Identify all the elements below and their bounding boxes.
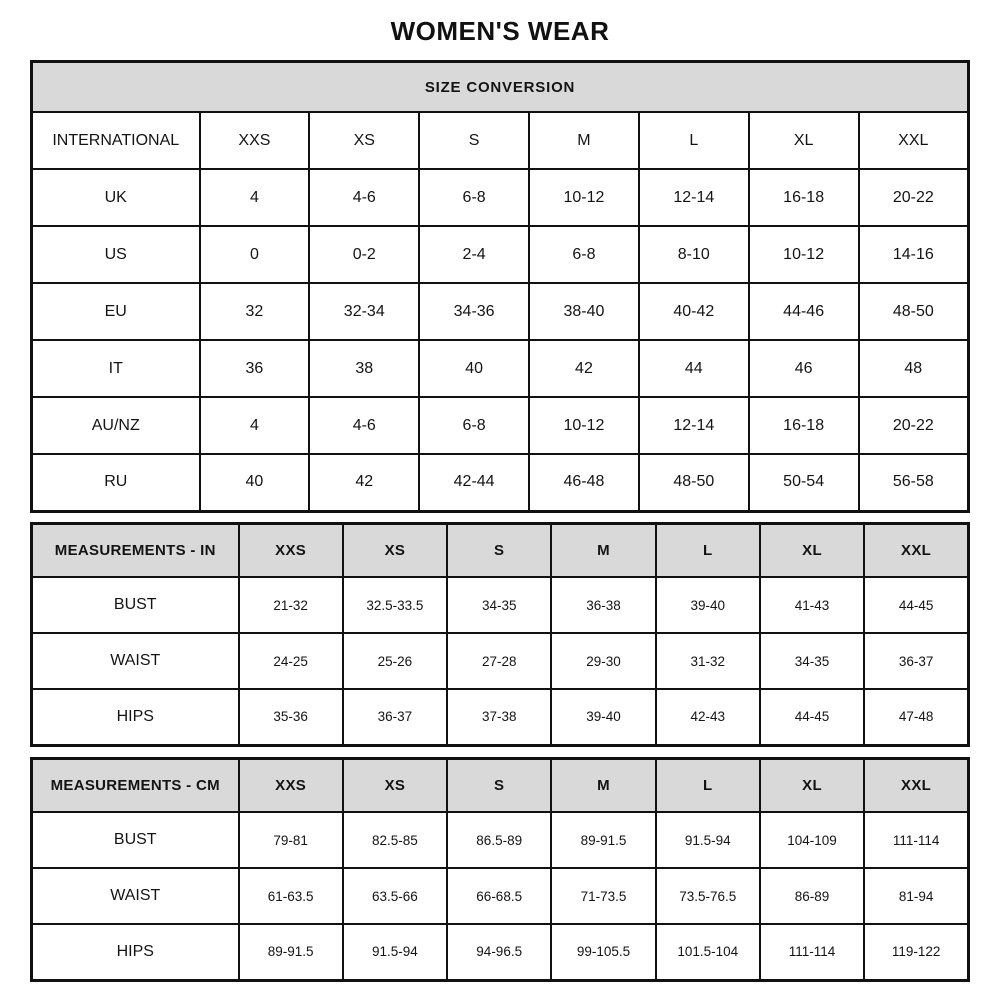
size-header-cell: L: [639, 112, 749, 169]
value-cell: 4: [200, 397, 310, 454]
value-cell: 38-40: [529, 283, 639, 340]
value-cell: 2-4: [419, 226, 529, 283]
table-row: [32, 226, 969, 283]
value-cell: 6-8: [419, 169, 529, 226]
value-cell: 0: [200, 226, 310, 283]
table-row: [32, 577, 969, 633]
value-cell: 40: [419, 340, 529, 397]
value-cell: 32-34: [309, 283, 419, 340]
value-cell: 32: [200, 283, 310, 340]
value-cell: 0-2: [309, 226, 419, 283]
row-label-cell: US: [32, 226, 200, 283]
value-cell: 119-122: [864, 924, 968, 980]
value-cell: 111-114: [760, 924, 864, 980]
value-cell: 63.5-66: [343, 868, 447, 924]
value-cell: 42-44: [419, 454, 529, 511]
value-cell: 71-73.5: [551, 868, 655, 924]
value-cell: 39-40: [656, 577, 760, 633]
size-conversion-banner: SIZE CONVERSION: [32, 62, 969, 113]
value-cell: 40-42: [639, 283, 749, 340]
row-label-cell: IT: [32, 340, 200, 397]
value-cell: 44-46: [749, 283, 859, 340]
value-cell: 24-25: [239, 633, 343, 689]
row-label-cell: HIPS: [32, 924, 239, 980]
value-cell: 82.5-85: [343, 812, 447, 868]
row-label-cell: WAIST: [32, 868, 239, 924]
value-cell: 36: [200, 340, 310, 397]
value-cell: 40: [200, 454, 310, 511]
value-cell: 31-32: [656, 633, 760, 689]
value-cell: 91.5-94: [656, 812, 760, 868]
row-label-cell: UK: [32, 169, 200, 226]
value-cell: 44-45: [760, 689, 864, 745]
measurements-cm-table: [30, 757, 970, 982]
table-row: [32, 868, 969, 924]
row-label-cell: AU/NZ: [32, 397, 200, 454]
value-cell: 4-6: [309, 397, 419, 454]
value-cell: 32.5-33.5: [343, 577, 447, 633]
size-header-cell: XXL: [864, 758, 968, 812]
size-header-cell: L: [656, 758, 760, 812]
size-header-cell: XL: [760, 758, 864, 812]
value-cell: 48-50: [639, 454, 749, 511]
row-label-cell: BUST: [32, 577, 239, 633]
value-cell: 20-22: [859, 397, 969, 454]
value-cell: 37-38: [447, 689, 551, 745]
table-label-cell: INTERNATIONAL: [32, 112, 200, 169]
value-cell: 36-37: [343, 689, 447, 745]
table-row: [32, 283, 969, 340]
value-cell: 42: [309, 454, 419, 511]
size-header-cell: XXS: [239, 758, 343, 812]
size-header-cell: XS: [343, 523, 447, 577]
value-cell: 86-89: [760, 868, 864, 924]
value-cell: 39-40: [551, 689, 655, 745]
value-cell: 91.5-94: [343, 924, 447, 980]
value-cell: 10-12: [749, 226, 859, 283]
value-cell: 38: [309, 340, 419, 397]
table-header-row: [32, 112, 969, 169]
value-cell: 25-26: [343, 633, 447, 689]
value-cell: 101.5-104: [656, 924, 760, 980]
table-header-row: [32, 523, 969, 577]
value-cell: 12-14: [639, 169, 749, 226]
value-cell: 42-43: [656, 689, 760, 745]
value-cell: 42: [529, 340, 639, 397]
table-label-cell: MEASUREMENTS - CM: [32, 758, 239, 812]
value-cell: 21-32: [239, 577, 343, 633]
value-cell: 46-48: [529, 454, 639, 511]
value-cell: 89-91.5: [239, 924, 343, 980]
table-row: [32, 689, 969, 745]
value-cell: 36-37: [864, 633, 968, 689]
row-label-cell: BUST: [32, 812, 239, 868]
value-cell: 10-12: [529, 397, 639, 454]
value-cell: 99-105.5: [551, 924, 655, 980]
value-cell: 4: [200, 169, 310, 226]
value-cell: 47-48: [864, 689, 968, 745]
table-header-row: [32, 758, 969, 812]
value-cell: 94-96.5: [447, 924, 551, 980]
page-title: WOMEN'S WEAR: [390, 16, 610, 46]
value-cell: 20-22: [859, 169, 969, 226]
row-label-cell: EU: [32, 283, 200, 340]
table-row: [32, 454, 969, 511]
value-cell: 6-8: [419, 397, 529, 454]
table-row: [32, 812, 969, 868]
value-cell: 29-30: [551, 633, 655, 689]
value-cell: 50-54: [749, 454, 859, 511]
size-header-cell: XL: [760, 523, 864, 577]
value-cell: 89-91.5: [551, 812, 655, 868]
size-header-cell: S: [419, 112, 529, 169]
value-cell: 48: [859, 340, 969, 397]
table-row: [32, 169, 969, 226]
table-label-cell: MEASUREMENTS - IN: [32, 523, 239, 577]
value-cell: 56-58: [859, 454, 969, 511]
row-label-cell: HIPS: [32, 689, 239, 745]
size-header-cell: L: [656, 523, 760, 577]
value-cell: 86.5-89: [447, 812, 551, 868]
value-cell: 8-10: [639, 226, 749, 283]
size-header-cell: S: [447, 523, 551, 577]
value-cell: 81-94: [864, 868, 968, 924]
value-cell: 34-35: [760, 633, 864, 689]
value-cell: 111-114: [864, 812, 968, 868]
value-cell: 34-35: [447, 577, 551, 633]
value-cell: 16-18: [749, 169, 859, 226]
size-header-cell: S: [447, 758, 551, 812]
measurements-in-table: [30, 522, 970, 747]
table-row: [32, 924, 969, 980]
value-cell: 61-63.5: [239, 868, 343, 924]
size-header-cell: XXL: [859, 112, 969, 169]
size-conversion-banner-row: [32, 62, 969, 113]
value-cell: 36-38: [551, 577, 655, 633]
size-header-cell: XS: [343, 758, 447, 812]
value-cell: 4-6: [309, 169, 419, 226]
size-conversion-table: [30, 60, 970, 513]
table-row: [32, 340, 969, 397]
size-header-cell: M: [551, 523, 655, 577]
value-cell: 66-68.5: [447, 868, 551, 924]
value-cell: 6-8: [529, 226, 639, 283]
size-header-cell: XL: [749, 112, 859, 169]
value-cell: 46: [749, 340, 859, 397]
value-cell: 10-12: [529, 169, 639, 226]
value-cell: 79-81: [239, 812, 343, 868]
value-cell: 44-45: [864, 577, 968, 633]
value-cell: 104-109: [760, 812, 864, 868]
table-row: [32, 397, 969, 454]
size-header-cell: XXS: [239, 523, 343, 577]
value-cell: 27-28: [447, 633, 551, 689]
size-header-cell: M: [551, 758, 655, 812]
value-cell: 14-16: [859, 226, 969, 283]
value-cell: 44: [639, 340, 749, 397]
size-header-cell: XXS: [200, 112, 310, 169]
value-cell: 41-43: [760, 577, 864, 633]
size-header-cell: XXL: [864, 523, 968, 577]
row-label-cell: RU: [32, 454, 200, 511]
value-cell: 34-36: [419, 283, 529, 340]
size-header-cell: M: [529, 112, 639, 169]
value-cell: 16-18: [749, 397, 859, 454]
value-cell: 73.5-76.5: [656, 868, 760, 924]
value-cell: 35-36: [239, 689, 343, 745]
value-cell: 12-14: [639, 397, 749, 454]
value-cell: 48-50: [859, 283, 969, 340]
table-row: [32, 633, 969, 689]
size-header-cell: XS: [309, 112, 419, 169]
row-label-cell: WAIST: [32, 633, 239, 689]
